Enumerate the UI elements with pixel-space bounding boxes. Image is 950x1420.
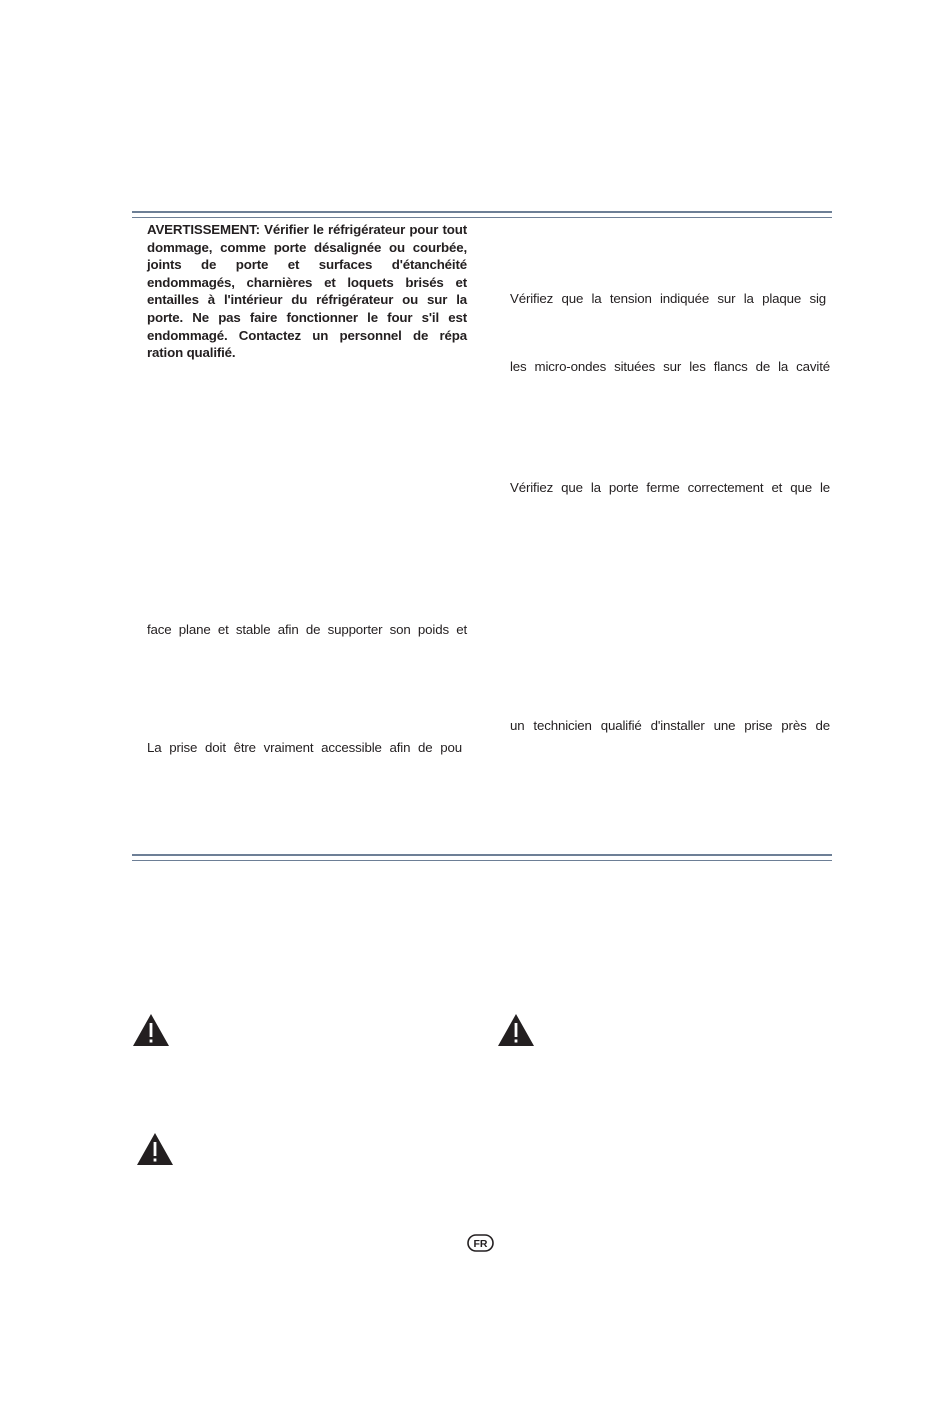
warning-paragraph: AVERTISSEMENT: Vérifier le réfrigérateur pour tout dommage, comme porte désalignée ou courbée, joints de porte et surfaces d'étanchéité endommagés, charnières et loquets brisés et entailles à l'intérieur du réfrigérateur ou sur la porte. Ne pas faire fonctionner le four s'il est endommagé. Contactez un personnel de répa ration qualifié. bbox=[147, 222, 467, 361]
language-badge-label: FR bbox=[473, 1238, 488, 1250]
warning-triangle-icon bbox=[132, 1013, 170, 1047]
voltage-check-text: Vérifiez que la tension indiquée sur la plaque sig bbox=[510, 291, 826, 306]
warning-triangle-icon bbox=[136, 1132, 174, 1166]
language-badge bbox=[467, 1234, 494, 1252]
microwave-cavity-text: les micro-ondes situées sur les flancs de la cavité bbox=[510, 359, 830, 374]
surface-text: face plane et stable afin de supporter son poids et bbox=[147, 622, 467, 637]
technician-text: un technicien qualifié d'installer une prise près de bbox=[510, 718, 830, 733]
warning-triangle-icon bbox=[497, 1013, 535, 1047]
socket-text: La prise doit être vraiment accessible afin de pou bbox=[147, 740, 462, 755]
door-check-text: Vérifiez que la porte ferme correctement et que le bbox=[510, 480, 830, 495]
top-divider bbox=[132, 211, 832, 218]
bottom-divider bbox=[132, 854, 832, 861]
